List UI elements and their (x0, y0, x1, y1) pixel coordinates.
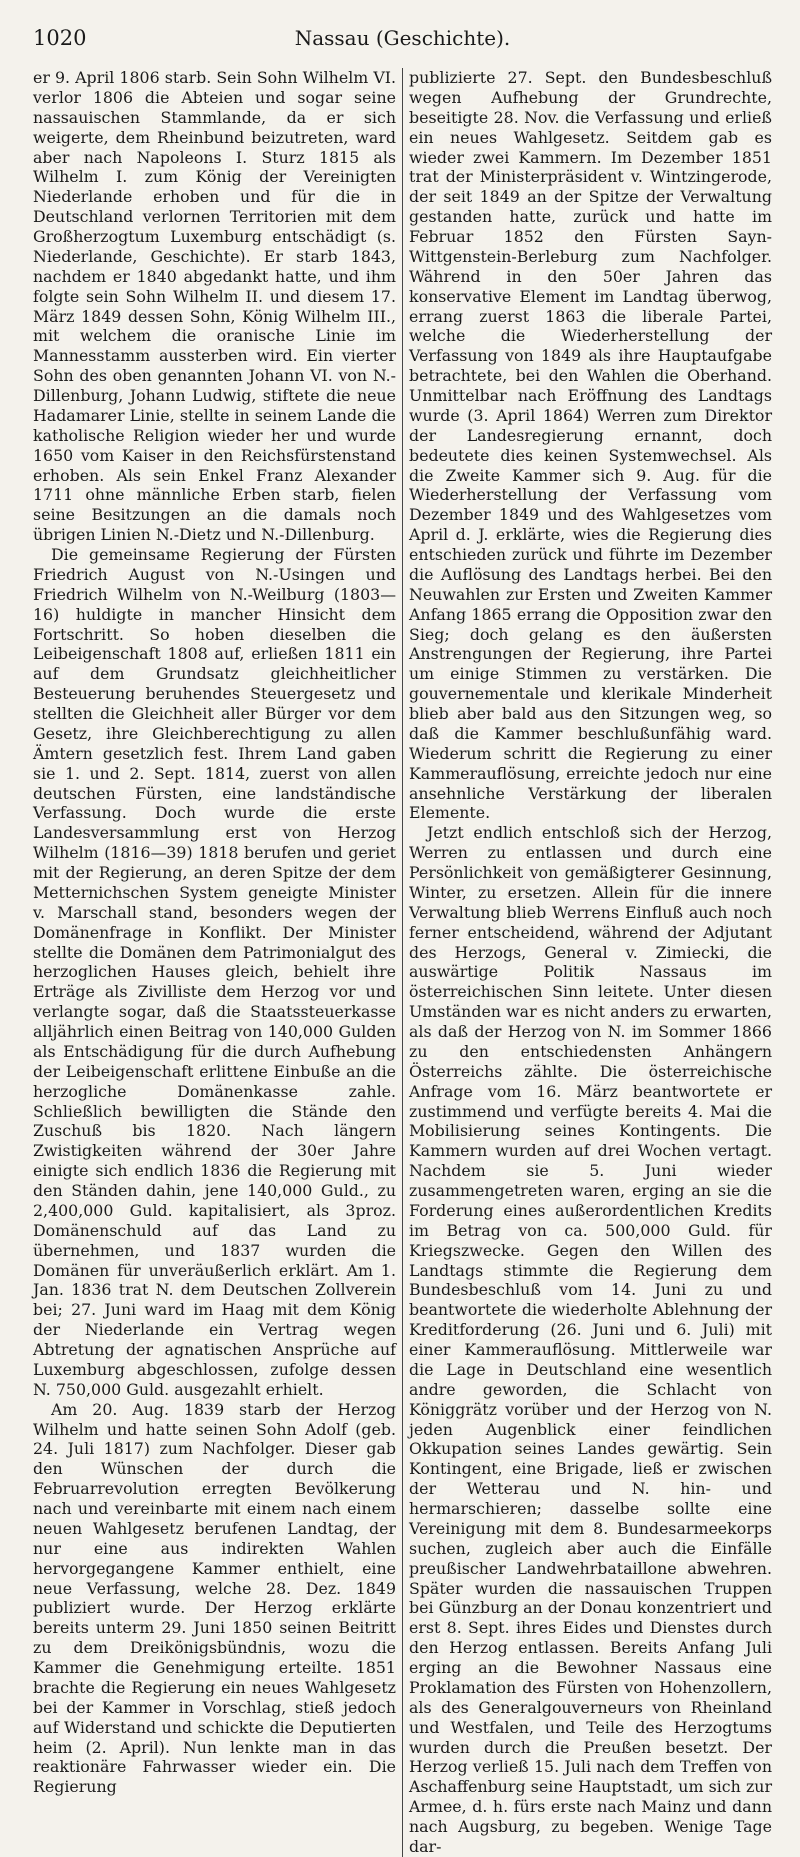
right-column (409, 68, 772, 1857)
column-divider (402, 68, 403, 1857)
page-number: 1020 (33, 26, 87, 50)
paragraph: er 9. April 1806 starb. Sein Sohn Wilhelm VI. verlor 1806 die Abteien und sogar seine nassauischen Stammlande, da er sich weigerte, dem Rheinbund beizutreten, ward aber nach Napoleons I. Sturz 1815 als Wilhelm I. zum König der Vereinigten Niederlande erhoben und für die in Deutschland verlornen Territorien mit dem Großherzogtum Luxemburg entschädigt (s. Niederlande, Geschichte). Er starb 1843, nachdem er 1840 abgedankt hatte, und ihm folgte sein Sohn Wilhelm II. und diesem 17. März 1849 dessen Sohn, König Wilhelm III., mit welchem die oranische Linie im Mannesstamm aussterben wird. Ein vierter Sohn des oben genannten Johann VI. von N.-Dillenburg, Johann Ludwig, stiftete die neue Hadamarer Linie, stellte in seinem Lande die katholische Religion wieder her und wurde 1650 vom Kaiser in den Reichsfürstenstand erhoben. Als sein Enkel Franz Alexander 1711 ohne männliche Erben starb, fielen seine Besitzungen an die damals noch übrigen Linien N.-Dietz und N.-Dillenburg. (33, 68, 396, 545)
paragraph: publizierte 27. Sept. den Bundesbeschluß wegen Aufhebung der Grundrechte, beseitigte 28. Nov. die Verfassung und erließ ein neues Wahlgesetz. Seitdem gab es wieder zwei Kammern. Im Dezember 1851 trat der Ministerpräsident v. Wintzingerode, der seit 1849 an der Spitze der Verwaltung gestanden hatte, zurück und hatte im Februar 1852 den Fürsten Sayn-Wittgenstein-Berleburg zum Nachfolger. Während in den 50er Jahren das konservative Element im Landtag überwog, errang zuerst 1863 die liberale Partei, welche die Wiederherstellung der Verfassung von 1849 als ihre Hauptaufgabe betrachtete, bei den Wahlen die Oberhand. Unmittelbar nach Eröffnung des Landtags wurde (3. April 1864) Werren zum Direktor der Landesregierung ernannt, doch bedeutete dies keinen Systemwechsel. Als die Zweite Kammer sich 9. Aug. für die Wiederherstellung der Verfassung vom Dezember 1849 und des Wahlgesetzes vom April d. J. erklärte, wies die Regierung dies entschieden zurück und führte im Dezember die Auflösung des Landtags herbei. Bei den Neuwahlen zur Ersten und Zweiten Kammer Anfang 1865 errang die Opposition zwar den Sieg; doch gelang es den äußersten Anstrengungen der Regierung, ihre Partei um einige Stimmen zu verstärken. Die gouvernementale und klerikale Minderheit blieb aber bald aus den Sitzungen weg, so daß die Kammer beschlußunfähig ward. Wiederum schritt die Regierung zu einer Kammerauflösung, erreichte jedoch nur eine ansehnliche Verstärkung der liberalen Elemente. (409, 68, 772, 823)
text-columns (33, 68, 772, 1857)
running-head (33, 26, 772, 56)
paragraph: Die gemeinsame Regierung der Fürsten Friedrich August von N.-Usingen und Friedrich Wilhelm von N.-Weilburg (1803—16) huldigte in mancher Hinsicht dem Fortschritt. So hoben dieselben die Leibeigenschaft 1808 auf, erließen 1811 ein auf dem Grundsatz gleichheitlicher Besteuerung beruhendes Steuergesetz und stellten die Gleichheit aller Bürger vor dem Gesetz, ihre Gleichberechtigung zu allen Ämtern gesetzlich fest. Ihrem Land gaben sie 1. und 2. Sept. 1814, zuerst von allen deutschen Fürsten, eine landständische Verfassung. Doch wurde die erste Landesversammlung erst von Herzog Wilhelm (1816—39) 1818 berufen und geriet mit der Regierung, an deren Spitze der dem Metternichschen System geneigte Minister v. Marschall stand, besonders wegen der Domänenfrage in Konflikt. Der Minister stellte die Domänen dem Patrimonialgut des herzoglichen Hauses gleich, behielt ihre Erträge als Zivilliste dem Herzog vor und verlangte sogar, daß die Staatssteuerkasse alljährlich einen Beitrag von 140,000 Gulden als Entschädigung für die durch Aufhebung der Leibeigenschaft erlittene Einbuße an die herzogliche Domänenkasse zahle. Schließlich bewilligten die Stände den Zuschuß bis 1820. Nach längern Zwistigkeiten während der 30er Jahre einigte sich endlich 1836 die Regierung mit den Ständen dahin, jene 140,000 Guld., zu 2,400,000 Guld. kapitalisiert, als 3proz. Domänenschuld auf das Land zu übernehmen, und 1837 wurden die Domänen für unveräußerlich erklärt. Am 1. Jan. 1836 trat N. dem Deutschen Zollverein bei; 27. Juni ward im Haag mit dem König der Niederlande ein Vertrag wegen Abtretung der agnatischen Ansprüche auf Luxemburg abgeschlossen, zufolge dessen N. 750,000 Guld. ausgezahlt erhielt. (33, 545, 396, 1399)
paragraph: Am 20. Aug. 1839 starb der Herzog Wilhelm und hatte seinen Sohn Adolf (geb. 24. Juli 1817) zum Nachfolger. Dieser gab den Wünschen der durch die Februarrevolution erregten Bevölkerung nach und vereinbarte mit einem nach einem neuen Wahlgesetz berufenen Landtag, der nur eine aus indirekten Wahlen hervorgegangene Kammer enthielt, eine neue Verfassung, welche 28. Dez. 1849 publiziert wurde. Der Herzog erklärte bereits unterm 29. Juni 1850 seinen Beitritt zu dem Dreikönigsbündnis, wozu die Kammer die Genehmigung erteilte. 1851 brachte die Regierung ein neues Wahlgesetz bei der Kammer in Vorschlag, stieß jedoch auf Widerstand und schickte die Deputierten heim (2. April). Nun lenkte man in das reaktionäre Fahrwasser wieder ein. Die Regierung (33, 1399, 396, 1797)
paragraph: Jetzt endlich entschloß sich der Herzog, Werren zu entlassen und durch eine Persönlichkeit von gemäßigterer Gesinnung, Winter, zu ersetzen. Allein für die innere Verwaltung blieb Werrens Einfluß auch noch ferner entscheidend, während der Adjutant des Herzogs, General v. Zimiecki, die auswärtige Politik Nassaus im österreichischen Sinn leitete. Unter diesen Umständen war es nicht anders zu erwarten, als daß der Herzog von N. im Sommer 1866 zu den entschiedensten Anhängern Österreichs zählte. Die österreichische Anfrage vom 16. März beantwortete er zustimmend und verfügte bereits 4. Mai die Mobilisierung seines Kontingents. Die Kammern wurden auf drei Wochen vertagt. Nachdem sie 5. Juni wieder zusammengetreten waren, erging an sie die Forderung eines außerordentlichen Kredits im Betrag von ca. 500,000 Guld. für Kriegszwecke. Gegen den Willen des Landtags stimmte die Regierung dem Bundesbeschluß vom 14. Juni zu und beantwortete die wiederholte Ablehnung der Kreditforderung (26. Juni und 6. Juli) mit einer Kammerauflösung. Mittlerweile war die Lage in Deutschland eine wesentlich andre geworden, die Schlacht von Königgrätz vorüber und der Herzog von N. jeden Augenblick einer feindlichen Okkupation seines Landes gewärtig. Sein Kontingent, eine Brigade, ließ er zwischen der Wetterau und N. hin- und hermarschieren; dasselbe sollte eine Vereinigung mit dem 8. Bundesarmeekorps suchen, zugleich aber auch die Einfälle preußischer Landwehrbataillone abwehren. Später wurden die nassauischen Truppen bei Günzburg an der Donau konzentriert und erst 8. Sept. ihres Eides und Dienstes durch den Herzog entlassen. Bereits Anfang Juli erging an die Bewohner Nassaus eine Proklamation des Fürsten von Hohenzollern, als des Generalgouverneurs von Rheinland und Westfalen, und Teile des Herzogtums wurden durch die Preußen besetzt. Der Herzog verließ 15. Juli nach dem Treffen von Aschaffenburg seine Hauptstadt, um sich zur Armee, d. h. fürs erste nach Mainz und dann nach Augsburg, zu begeben. Wenige Tage dar- (409, 823, 772, 1856)
page-title: Nassau (Geschichte). (294, 26, 511, 50)
left-column (33, 68, 396, 1857)
